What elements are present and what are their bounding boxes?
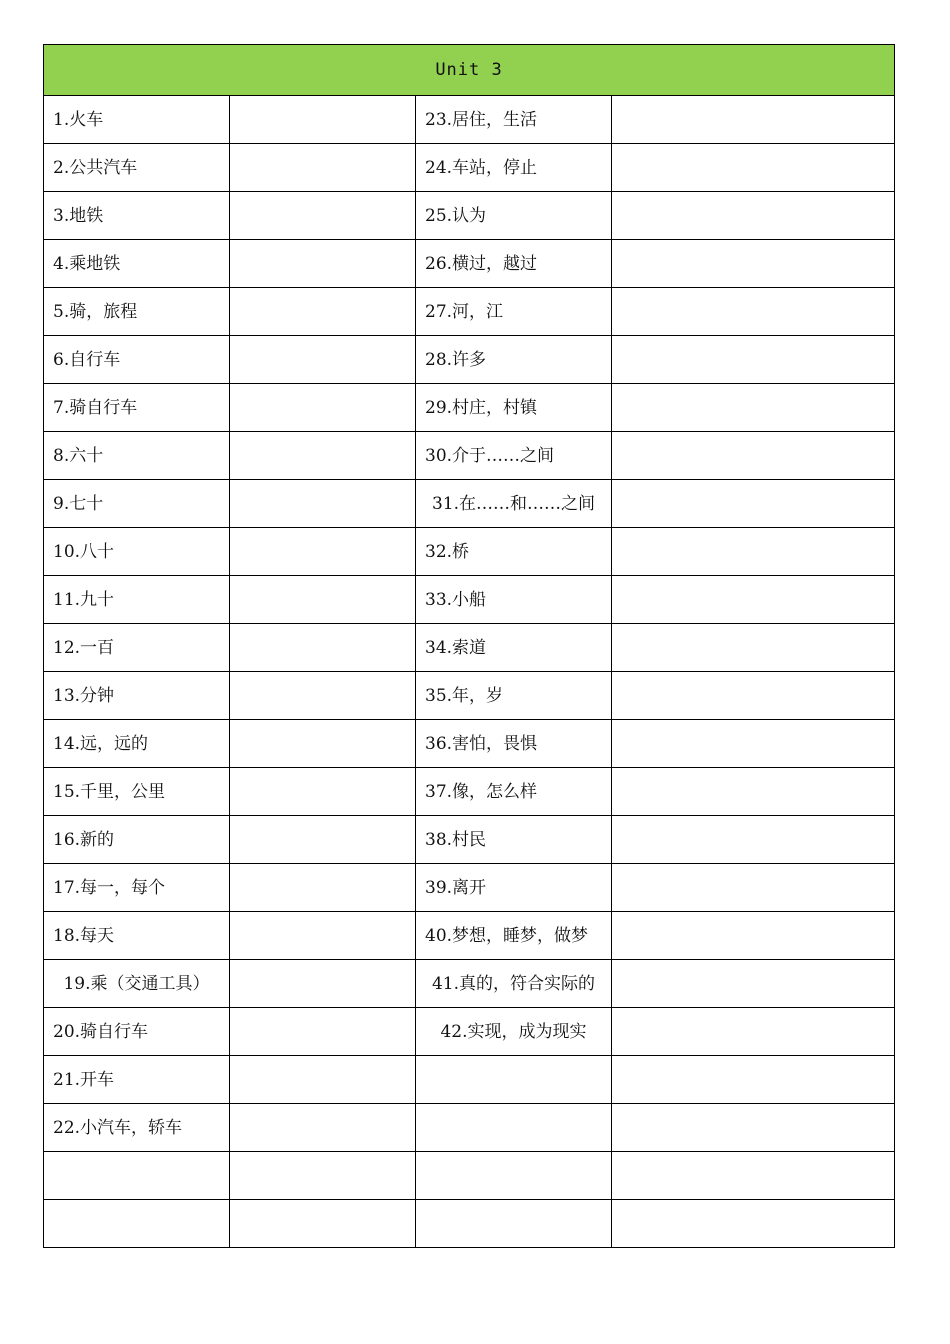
chinese-term-right: 32.桥 [416,528,612,576]
answer-field-left[interactable] [230,720,416,768]
chinese-term-right: 27.河，江 [416,288,612,336]
chinese-term-left: 8.六十 [44,432,230,480]
chinese-term-left: 11.九十 [44,576,230,624]
answer-field-left[interactable] [230,288,416,336]
chinese-term-right: 41.真的，符合实际的 [416,960,612,1008]
chinese-term-left: 3.地铁 [44,192,230,240]
table-row [44,912,895,960]
table-row [44,480,895,528]
table-row [44,768,895,816]
answer-field-left[interactable] [230,96,416,144]
chinese-term-left: 2.公共汽车 [44,144,230,192]
answer-field-left[interactable] [230,192,416,240]
chinese-term-right: 23.居住，生活 [416,96,612,144]
answer-field-right[interactable] [612,816,895,864]
chinese-term-right [416,1056,612,1104]
chinese-term-right: 30.介于……之间 [416,432,612,480]
answer-field-right[interactable] [612,96,895,144]
answer-field-right[interactable] [612,960,895,1008]
answer-field-left[interactable] [230,480,416,528]
table-row [44,96,895,144]
table-row [44,336,895,384]
vocabulary-table [43,44,895,1248]
chinese-term-right: 31.在……和……之间 [416,480,612,528]
table-row [44,576,895,624]
chinese-term-right: 35.年，岁 [416,672,612,720]
answer-field-right[interactable] [612,720,895,768]
chinese-term-right: 24.车站，停止 [416,144,612,192]
table-row [44,432,895,480]
table-row [44,816,895,864]
vocabulary-sheet [43,44,894,1248]
answer-field-left[interactable] [230,432,416,480]
chinese-term-left: 18.每天 [44,912,230,960]
chinese-term-left: 7.骑自行车 [44,384,230,432]
answer-field-right[interactable] [612,1056,895,1104]
table-row [44,720,895,768]
chinese-term-right: 38.村民 [416,816,612,864]
unit-title: Unit 3 [44,45,895,96]
table-row [44,672,895,720]
table-row [44,288,895,336]
table-row [44,384,895,432]
answer-field-right[interactable] [612,144,895,192]
table-row [44,960,895,1008]
chinese-term-left: 1.火车 [44,96,230,144]
answer-field-left[interactable] [230,672,416,720]
chinese-term-left: 15.千里，公里 [44,768,230,816]
answer-field-left[interactable] [230,384,416,432]
chinese-term-left: 22.小汽车，轿车 [44,1104,230,1152]
answer-field-right[interactable] [612,864,895,912]
chinese-term-left: 9.七十 [44,480,230,528]
chinese-term-right: 34.索道 [416,624,612,672]
answer-field-right[interactable] [612,528,895,576]
chinese-term-left: 4.乘地铁 [44,240,230,288]
chinese-term-left: 10.八十 [44,528,230,576]
chinese-term-left: 21.开车 [44,1056,230,1104]
answer-field-left[interactable] [230,240,416,288]
chinese-term-left: 16.新的 [44,816,230,864]
chinese-term-right [416,1200,612,1248]
answer-field-left[interactable] [230,1152,416,1200]
answer-field-right[interactable] [612,1008,895,1056]
answer-field-right[interactable] [612,1152,895,1200]
table-row [44,864,895,912]
answer-field-left[interactable] [230,624,416,672]
answer-field-right[interactable] [612,432,895,480]
answer-field-right[interactable] [612,336,895,384]
answer-field-left[interactable] [230,960,416,1008]
answer-field-left[interactable] [230,144,416,192]
answer-field-left[interactable] [230,768,416,816]
answer-field-right[interactable] [612,288,895,336]
chinese-term-left: 13.分钟 [44,672,230,720]
answer-field-right[interactable] [612,480,895,528]
chinese-term-right: 29.村庄，村镇 [416,384,612,432]
answer-field-left[interactable] [230,912,416,960]
chinese-term-right: 39.离开 [416,864,612,912]
chinese-term-left: 14.远，远的 [44,720,230,768]
table-row [44,1056,895,1104]
table-row [44,240,895,288]
answer-field-left[interactable] [230,816,416,864]
chinese-term-right: 40.梦想，睡梦，做梦 [416,912,612,960]
chinese-term-right: 33.小船 [416,576,612,624]
table-row [44,192,895,240]
table-row [44,1152,895,1200]
chinese-term-left: 19.乘（交通工具） [44,960,230,1008]
answer-field-left[interactable] [230,576,416,624]
chinese-term-left [44,1200,230,1248]
title-row [44,45,895,96]
answer-field-right[interactable] [612,384,895,432]
answer-field-left[interactable] [230,336,416,384]
answer-field-right[interactable] [612,192,895,240]
chinese-term-right: 25.认为 [416,192,612,240]
answer-field-right[interactable] [612,1200,895,1248]
chinese-term-right: 37.像，怎么样 [416,768,612,816]
answer-field-right[interactable] [612,624,895,672]
table-row [44,1104,895,1152]
chinese-term-left: 20.骑自行车 [44,1008,230,1056]
table-row [44,1200,895,1248]
answer-field-right[interactable] [612,1104,895,1152]
answer-field-left[interactable] [230,1104,416,1152]
chinese-term-left: 12.一百 [44,624,230,672]
answer-field-right[interactable] [612,912,895,960]
table-row [44,528,895,576]
answer-field-left[interactable] [230,1200,416,1248]
chinese-term-right: 28.许多 [416,336,612,384]
chinese-term-right [416,1104,612,1152]
chinese-term-left: 5.骑，旅程 [44,288,230,336]
chinese-term-right: 26.横过，越过 [416,240,612,288]
chinese-term-right [416,1152,612,1200]
table-row [44,624,895,672]
answer-field-left[interactable] [230,864,416,912]
answer-field-left[interactable] [230,528,416,576]
answer-field-left[interactable] [230,1008,416,1056]
chinese-term-left: 17.每一，每个 [44,864,230,912]
table-row [44,144,895,192]
answer-field-left[interactable] [230,1056,416,1104]
answer-field-right[interactable] [612,240,895,288]
chinese-term-left: 6.自行车 [44,336,230,384]
answer-field-right[interactable] [612,576,895,624]
answer-field-right[interactable] [612,672,895,720]
chinese-term-right: 36.害怕，畏惧 [416,720,612,768]
answer-field-right[interactable] [612,768,895,816]
chinese-term-right: 42.实现，成为现实 [416,1008,612,1056]
table-row [44,1008,895,1056]
chinese-term-left [44,1152,230,1200]
